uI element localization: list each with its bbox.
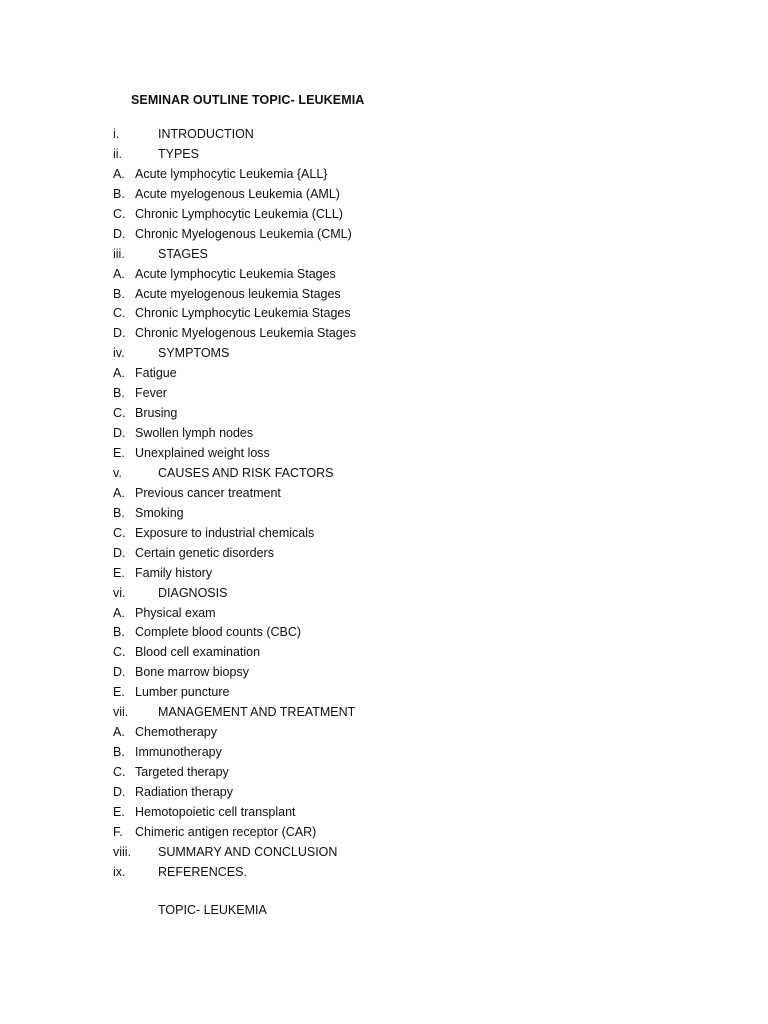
outline-section: [113, 125, 613, 145]
outline-marker: E.: [113, 685, 125, 700]
outline-item-label: Immunotherapy: [135, 745, 222, 760]
outline-item: [113, 165, 613, 185]
outline-item: [113, 285, 613, 305]
outline-section-label: STAGES: [158, 246, 208, 261]
outline-section-label: TYPES: [158, 146, 199, 161]
outline-item-label: Family history: [135, 565, 213, 580]
outline-item: [113, 324, 613, 344]
outline-marker: B.: [113, 625, 125, 640]
outline-marker: C.: [113, 765, 126, 779]
outline-item: [113, 384, 613, 404]
outline-item: [113, 803, 613, 823]
outline-item-label: Acute lymphocytic Leukemia Stages: [135, 266, 336, 281]
outline-item-label: Physical exam: [135, 605, 216, 620]
outline-marker: E.: [113, 446, 125, 460]
outline-marker: iii.: [113, 246, 125, 261]
outline-item: [113, 763, 613, 783]
outline-marker: D.: [113, 326, 126, 341]
outline-marker: D.: [113, 665, 126, 680]
outline-section: [113, 145, 613, 165]
outline-item-label: Targeted therapy: [135, 765, 229, 779]
outline-marker: D.: [113, 784, 126, 799]
outline-item-label: Chronic Myelogenous Leukemia (CML): [135, 226, 352, 241]
outline-marker: A.: [113, 725, 125, 740]
outline-item-label: Smoking: [135, 505, 184, 520]
outline-item: [113, 265, 613, 285]
outline-section-label: SYMPTOMS: [158, 346, 230, 361]
outline-marker: A.: [113, 166, 125, 181]
outline-item: [113, 364, 613, 384]
outline-item: [113, 604, 613, 624]
document-title: SEMINAR OUTLINE TOPIC- LEUKEMIA: [131, 93, 365, 107]
outline-item-label: Chronic Lymphocytic Leukemia Stages: [135, 306, 351, 321]
outline-marker: vi.: [113, 585, 126, 600]
outline-item-label: Brusing: [135, 406, 178, 421]
outline-marker: B.: [113, 745, 125, 760]
outline-item-label: Acute lymphocytic Leukemia {ALL}: [135, 166, 328, 181]
outline-item: [113, 424, 613, 444]
outline-section-label: MANAGEMENT AND TREATMENT: [158, 705, 356, 720]
outline-list: [113, 125, 613, 883]
outline-section-label: SUMMARY AND CONCLUSION: [158, 844, 338, 859]
outline-item: [113, 643, 613, 663]
outline-marker: iv.: [113, 346, 125, 361]
outline-section: [113, 245, 613, 265]
outline-section: [113, 344, 613, 364]
outline-item-label: Fatigue: [135, 366, 177, 381]
outline-marker: viii.: [113, 844, 132, 859]
outline-item-label: Exposure to industrial chemicals: [135, 525, 315, 540]
outline-marker: F.: [113, 824, 123, 839]
outline-marker: A.: [113, 485, 125, 500]
outline-item-label: Fever: [135, 386, 167, 401]
outline-item-label: Chimeric antigen receptor (CAR): [135, 824, 317, 839]
outline-section: [113, 703, 613, 723]
outline-item-label: Acute myelogenous Leukemia (AML): [135, 186, 340, 201]
outline-marker: D.: [113, 226, 126, 241]
outline-marker: C.: [113, 306, 126, 321]
outline-marker: A.: [113, 366, 125, 381]
outline-marker: E.: [113, 804, 125, 819]
outline-item: [113, 484, 613, 504]
outline-section-label: INTRODUCTION: [158, 127, 254, 141]
outline-section: [113, 863, 613, 883]
outline-item: [113, 723, 613, 743]
outline-item: [113, 564, 613, 584]
outline-section-label: CAUSES AND RISK FACTORS: [158, 465, 334, 480]
outline-marker: v.: [113, 465, 122, 480]
outline-item-label: Chronic Myelogenous Leukemia Stages: [135, 326, 356, 341]
outline-item-label: Bone marrow biopsy: [135, 665, 249, 680]
outline-item-label: Chemotherapy: [135, 725, 217, 740]
outline-item: [113, 623, 613, 643]
outline-section: [113, 464, 613, 484]
outline-marker: A.: [113, 266, 125, 281]
outline-item-label: Unexplained weight loss: [135, 446, 270, 460]
outline-item: [113, 524, 613, 544]
outline-section-label: DIAGNOSIS: [158, 585, 228, 600]
outline-marker: C.: [113, 645, 126, 660]
outline-section: [113, 843, 613, 863]
outline-marker: B.: [113, 505, 125, 520]
outline-item-label: Swollen lymph nodes: [135, 426, 254, 441]
outline-marker: D.: [113, 545, 126, 560]
outline-item-label: Radiation therapy: [135, 784, 233, 799]
outline-marker: B.: [113, 286, 125, 301]
outline-item: [113, 823, 613, 843]
outline-item-label: Acute myelogenous leukemia Stages: [135, 286, 341, 301]
outline-marker: B.: [113, 186, 125, 201]
outline-item: [113, 683, 613, 703]
outline-item: [113, 743, 613, 763]
outline-item-label: Previous cancer treatment: [135, 485, 281, 500]
outline-item: [113, 663, 613, 683]
outline-item: [113, 504, 613, 524]
outline-item-label: Hemotopoietic cell transplant: [135, 804, 296, 819]
outline-item-label: Certain genetic disorders: [135, 545, 274, 560]
outline-item: [113, 304, 613, 324]
outline-marker: C.: [113, 525, 126, 540]
outline-marker: ix.: [113, 864, 126, 879]
outline-item-label: Lumber puncture: [135, 685, 230, 700]
outline-marker: A.: [113, 605, 125, 620]
outline-marker: i.: [113, 127, 120, 141]
outline-item: [113, 185, 613, 205]
outline-marker: vii.: [113, 705, 129, 720]
outline-item: [113, 544, 613, 564]
outline-marker: C.: [113, 206, 126, 221]
outline-item: [113, 783, 613, 803]
outline-marker: ii.: [113, 146, 123, 161]
outline-section-label: REFERENCES.: [158, 864, 247, 879]
outline-item: [113, 404, 613, 424]
outline-marker: B.: [113, 386, 125, 401]
outline-marker: E.: [113, 565, 125, 580]
outline-item-label: Blood cell examination: [135, 645, 261, 660]
footer-topic: TOPIC- LEUKEMIA: [158, 903, 267, 917]
outline-item: [113, 225, 613, 245]
outline-marker: D.: [113, 426, 126, 441]
outline-item-label: Chronic Lymphocytic Leukemia (CLL): [135, 206, 343, 221]
outline-item: [113, 205, 613, 225]
outline-item-label: Complete blood counts (CBC): [135, 625, 302, 640]
outline-section: [113, 584, 613, 604]
outline-item: [113, 444, 613, 464]
outline-marker: C.: [113, 406, 126, 421]
